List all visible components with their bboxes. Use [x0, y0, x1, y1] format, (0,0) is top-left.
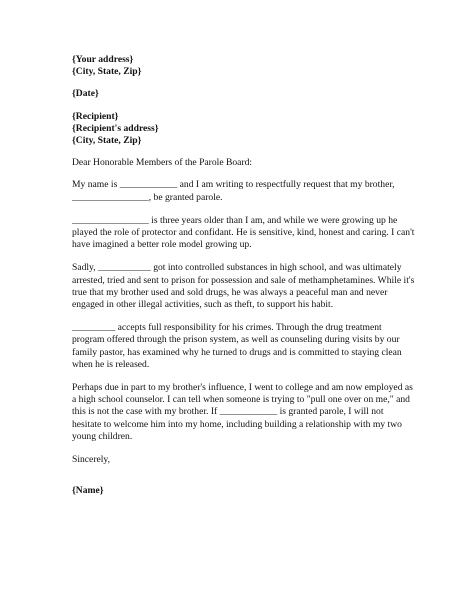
- closing: Sincerely,: [72, 454, 111, 466]
- sender-block: [72, 54, 417, 78]
- paragraph-responsibility: _________ accepts full responsibility for his crimes. Through the drug treatment program offered through the prison system, as well as counseling during visits by our family pastor, has examined why he turned to drugs and is committed to staying clean when he is released.: [72, 322, 402, 370]
- date-block: [72, 88, 417, 100]
- recipient-block: [72, 111, 417, 148]
- recipient-city-state-zip: {City, State, Zip}: [72, 135, 142, 147]
- signature-name: {Name}: [72, 485, 104, 497]
- sender-address: {Your address}: [72, 54, 134, 65]
- paragraph-history: Sadly, ___________ got into controlled substances in high school, and was ultimately arrested, tried and sent to prison for possession and sale of methamphetamines. While it's true that my brother used and sold drugs, he was always a peaceful man and never engaged in other illegal activities, such as theft, to support his habit.: [72, 262, 415, 311]
- recipient-name: {Recipient}: [72, 110, 119, 122]
- recipient-address: {Recipient's address}: [72, 122, 159, 134]
- sender-city-state-zip: {City, State, Zip}: [72, 66, 142, 78]
- paragraph-intro: My name is ____________ and I am writing to respectfully request that my brother, ________________, be granted parole.: [72, 179, 395, 203]
- salutation: Dear Honorable Members of the Parole Board:: [72, 157, 253, 169]
- parole-letter: [72, 54, 417, 507]
- signature-space: [72, 476, 417, 485]
- paragraph-character: ________________ is three years older than I am, and while we were growing up he played the role of protector and confidant. He is sensitive, kind, honest and caring. I can't have imagined a better role model growing up.: [72, 214, 415, 251]
- paragraph-support: Perhaps due in part to my brother's influence, I went to college and am now employed as a high school counselor. I can tell when someone is trying to "pull one over on me," and this is not the case with my brother. If ____________ is granted parole, I will not hesitate to welcome him into my home, including building a relationship with my two young children.: [72, 382, 413, 442]
- letter-date: {Date}: [72, 88, 99, 100]
